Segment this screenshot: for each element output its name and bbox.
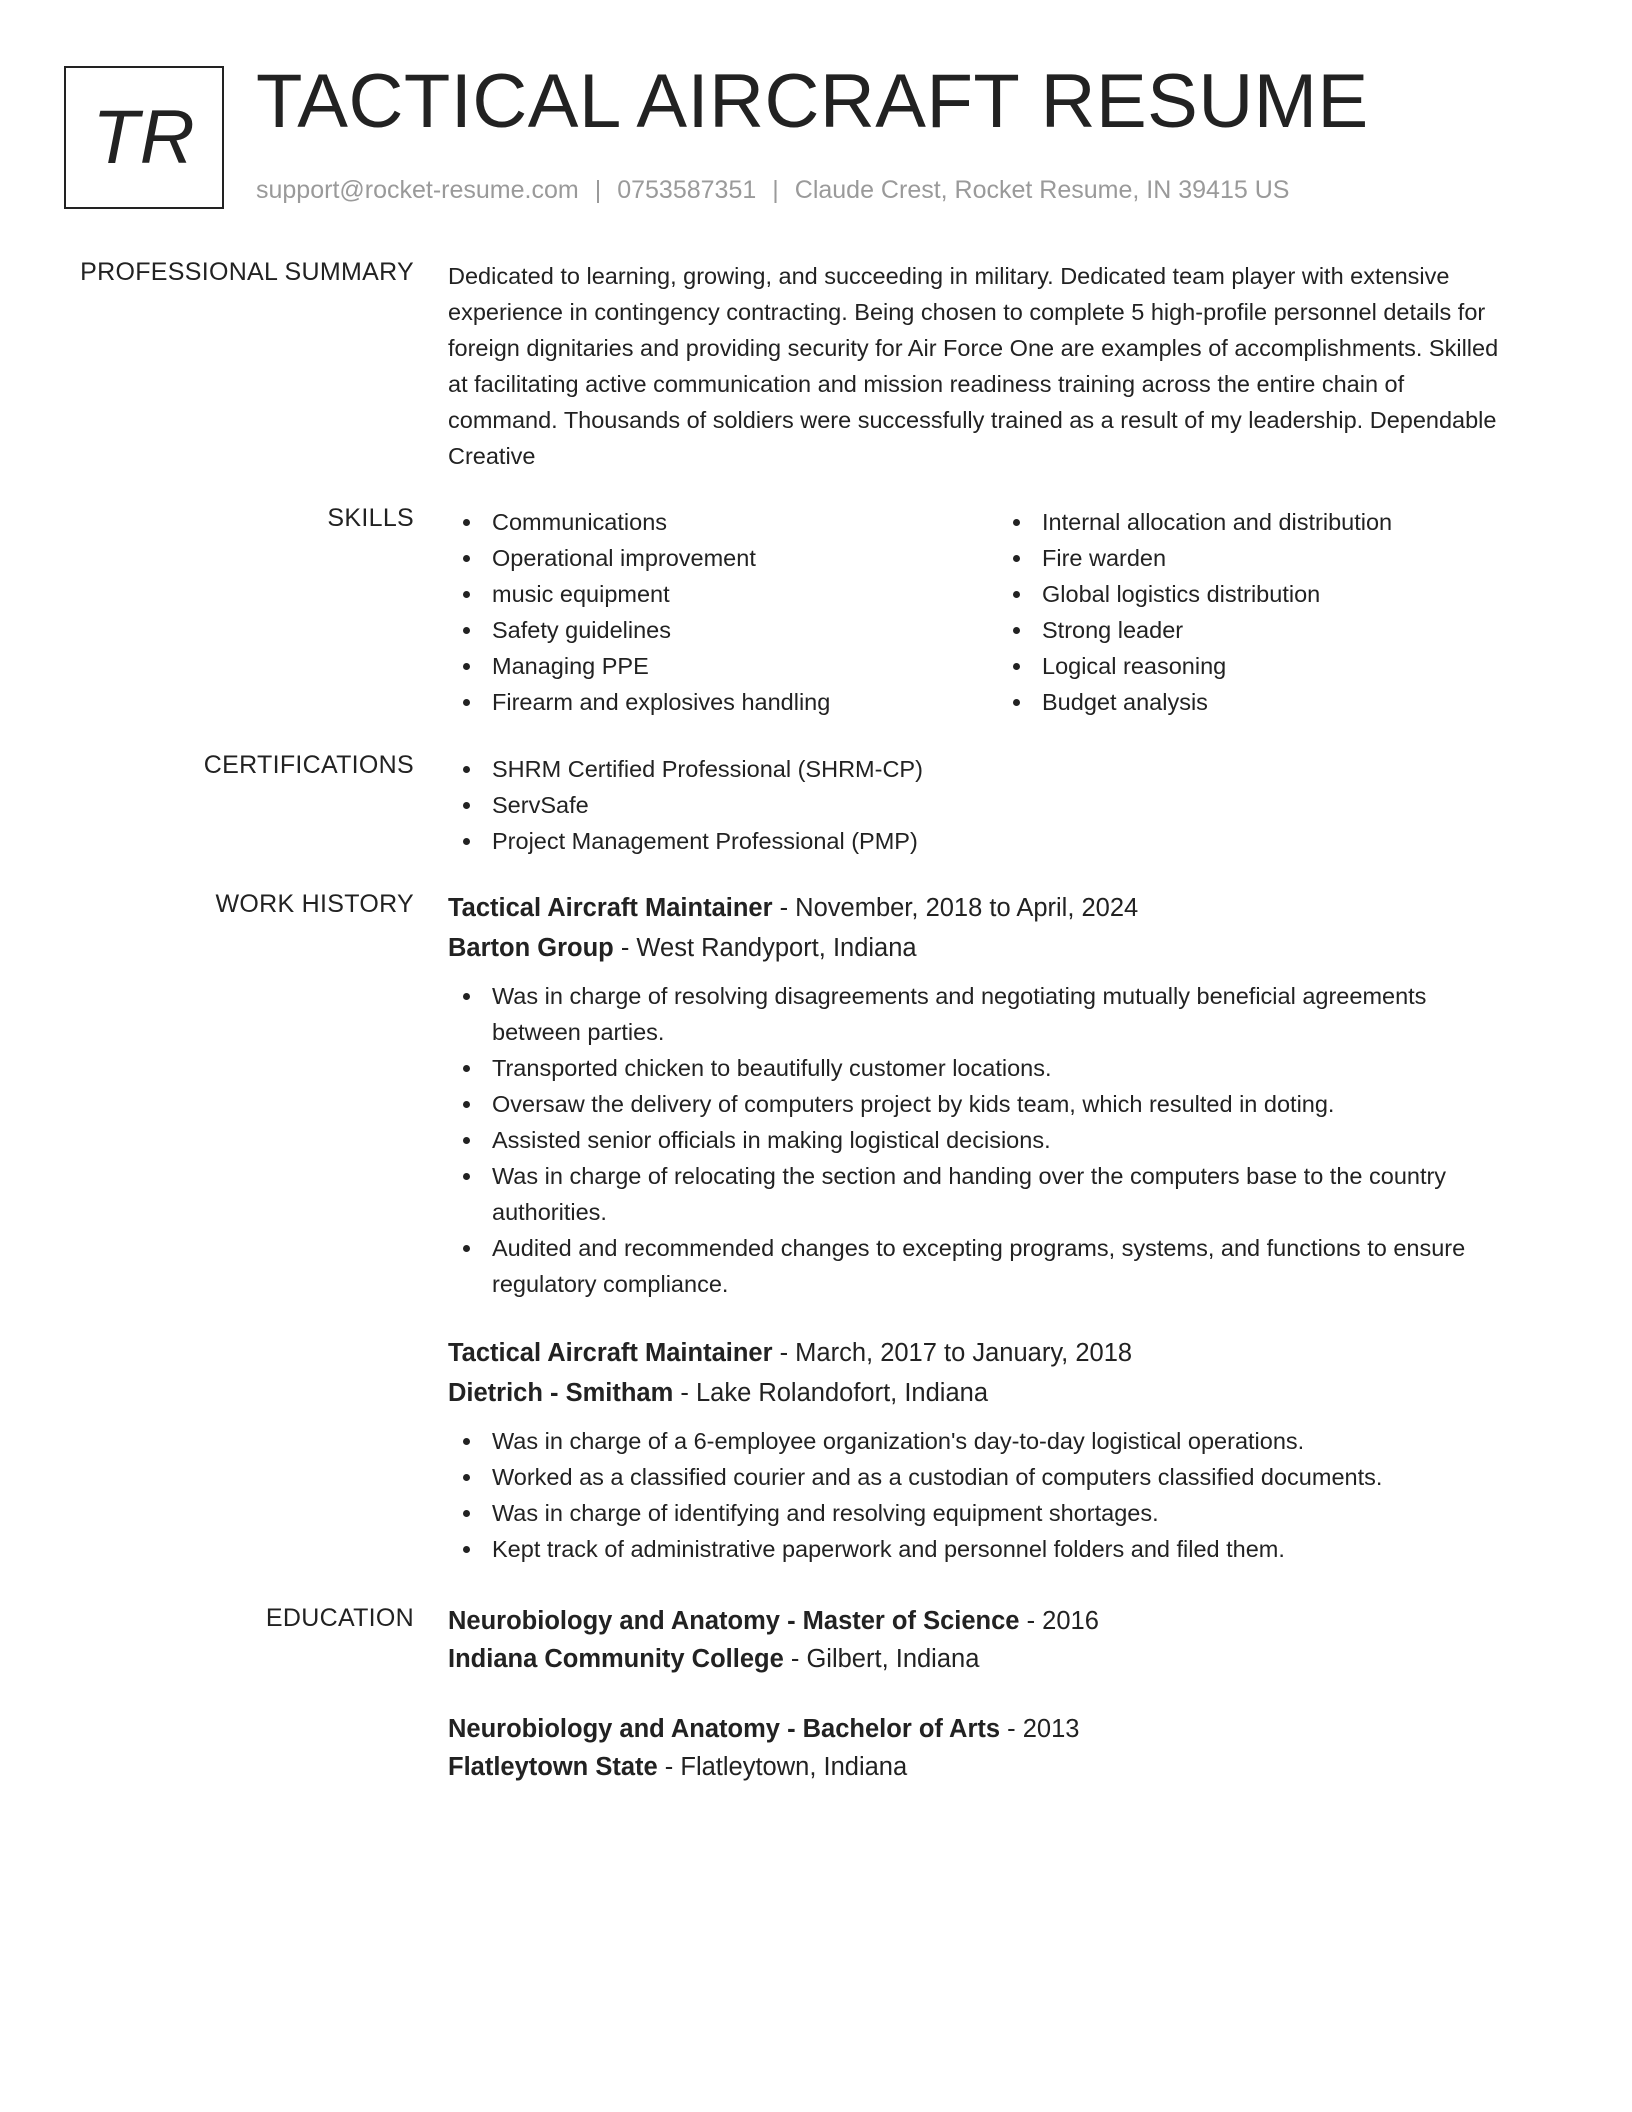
summary-line: Dedicated to learning, growing, and succeeding in military. Dedicated team player with extensive — [448, 263, 1450, 289]
job-company-line — [448, 1373, 1568, 1413]
education-degree: Neurobiology and Anatomy - Master of Science — [448, 1607, 1020, 1635]
summary-line: experience in contingency contracting. Being chosen to complete 5 high-profile personnel details for — [448, 299, 1486, 325]
job-duty-line: Worked as a classified courier and as a custodian of computers classified documents. — [492, 1464, 1383, 1490]
summary-line: at facilitating active communication and mission readiness training across the entire chain of — [448, 371, 1405, 397]
job-entry — [448, 1333, 1568, 1567]
section-label-skills: SKILLS — [327, 504, 414, 532]
summary-line: command. Thousands of soldiers were successfully trained as a result of my leadership. Dependable — [448, 407, 1497, 433]
certification-item: ServSafe — [448, 787, 1568, 823]
certification-item: SHRM Certified Professional (SHRM-CP) — [448, 751, 1568, 787]
education-year: - 2016 — [1019, 1607, 1099, 1635]
job-duty — [448, 1086, 1568, 1122]
skill-item: Logical reasoning — [998, 648, 1548, 684]
monogram-box — [64, 66, 224, 209]
contact-line — [256, 176, 1289, 205]
contact-address: Claude Crest, Rocket Resume, IN 39415 US — [794, 176, 1290, 204]
resume-title: TACTICAL AIRCRAFT RESUME — [256, 59, 1369, 144]
job-duty-line: authorities. — [492, 1199, 607, 1225]
skills-column-right — [998, 504, 1548, 720]
certification-item: Project Management Professional (PMP) — [448, 823, 1568, 859]
skill-item: Firearm and explosives handling — [448, 684, 998, 720]
job-duty-line: Assisted senior officials in making logistical decisions. — [492, 1127, 1051, 1153]
job-duty — [448, 1459, 1568, 1495]
education-location: - Flatleytown, Indiana — [657, 1753, 908, 1781]
education-degree-line — [448, 1602, 1568, 1640]
job-duty — [448, 1531, 1568, 1567]
job-location: - West Randyport, Indiana — [613, 934, 917, 962]
job-duty-line: between parties. — [492, 1019, 665, 1045]
skills-list — [448, 504, 1568, 720]
job-duty — [448, 1050, 1568, 1086]
skill-item: Communications — [448, 504, 998, 540]
skill-item: Strong leader — [998, 612, 1548, 648]
education-school: Indiana Community College — [448, 1645, 784, 1673]
contact-phone[interactable]: 0753587351 — [617, 176, 757, 204]
job-title: Tactical Aircraft Maintainer — [448, 1339, 773, 1367]
education-school-line — [448, 1748, 1568, 1786]
summary-text — [448, 258, 1568, 474]
monogram-initials: TR — [92, 95, 196, 180]
skill-item: Fire warden — [998, 540, 1548, 576]
skill-item: Safety guidelines — [448, 612, 998, 648]
job-duty — [448, 1495, 1568, 1531]
section-label-work-history: WORK HISTORY — [215, 890, 414, 918]
contact-email[interactable]: support@rocket-resume.com — [256, 176, 579, 204]
job-duty-line: Was in charge of identifying and resolving equipment shortages. — [492, 1500, 1159, 1526]
job-duty — [448, 1423, 1568, 1459]
summary-line: Creative — [448, 443, 536, 469]
job-duty-line: Was in charge of resolving disagreements and negotiating mutually beneficial agreements — [492, 983, 1427, 1009]
contact-separator: | — [594, 176, 602, 204]
job-company: Dietrich - Smitham — [448, 1379, 674, 1407]
skill-item: Budget analysis — [998, 684, 1548, 720]
job-duty-line: Was in charge of relocating the section and handing over the computers base to the country — [492, 1163, 1447, 1189]
job-dates: - March, 2017 to January, 2018 — [772, 1339, 1133, 1367]
education-year: - 2013 — [1000, 1715, 1080, 1743]
education-school-line — [448, 1640, 1568, 1678]
education-entry — [448, 1602, 1568, 1678]
job-title-line — [448, 1333, 1568, 1373]
contact-separator: | — [772, 176, 779, 204]
section-label-summary: PROFESSIONAL SUMMARY — [80, 258, 414, 286]
job-duty-line: Oversaw the delivery of computers project by kids team, which resulted in doting. — [492, 1091, 1335, 1117]
summary-line: foreign dignitaries and providing security for Air Force One are examples of accomplishments. Skilled — [448, 335, 1499, 361]
job-duty-line: Transported chicken to beautifully customer locations. — [492, 1055, 1052, 1081]
job-duty — [448, 1158, 1568, 1230]
job-duty — [448, 1230, 1568, 1302]
job-dates: - November, 2018 to April, 2024 — [772, 894, 1139, 922]
job-title: Tactical Aircraft Maintainer — [448, 894, 773, 922]
skill-item: Internal allocation and distribution — [998, 504, 1548, 540]
job-duty-line: Kept track of administrative paperwork and personnel folders and filed them. — [492, 1536, 1285, 1562]
job-duty-line: Audited and recommended changes to excepting programs, systems, and functions to ensure — [492, 1235, 1466, 1261]
education-degree: Neurobiology and Anatomy - Bachelor of Arts — [448, 1715, 1001, 1743]
job-duties — [448, 978, 1568, 1302]
job-duties — [448, 1423, 1568, 1567]
skill-item: Managing PPE — [448, 648, 998, 684]
education-location: - Gilbert, Indiana — [783, 1645, 980, 1673]
job-company: Barton Group — [448, 934, 614, 962]
education-entry — [448, 1710, 1568, 1786]
job-duty — [448, 1122, 1568, 1158]
job-duty — [448, 978, 1568, 1050]
job-title-line — [448, 888, 1568, 928]
job-company-line — [448, 928, 1568, 968]
education-degree-line — [448, 1710, 1568, 1748]
skill-item: Global logistics distribution — [998, 576, 1548, 612]
skill-item: Operational improvement — [448, 540, 998, 576]
section-label-education: EDUCATION — [265, 1604, 414, 1632]
job-location: - Lake Rolandofort, Indiana — [673, 1379, 989, 1407]
job-duty-line: Was in charge of a 6-employee organization's day-to-day logistical operations. — [492, 1428, 1305, 1454]
section-label-certifications: CERTIFICATIONS — [203, 751, 414, 779]
job-entry — [448, 888, 1568, 1302]
certifications-list — [448, 751, 1568, 859]
skill-item: music equipment — [448, 576, 998, 612]
job-duty-line: regulatory compliance. — [492, 1271, 729, 1297]
skills-column-left — [448, 504, 998, 720]
education-school: Flatleytown State — [448, 1753, 658, 1781]
